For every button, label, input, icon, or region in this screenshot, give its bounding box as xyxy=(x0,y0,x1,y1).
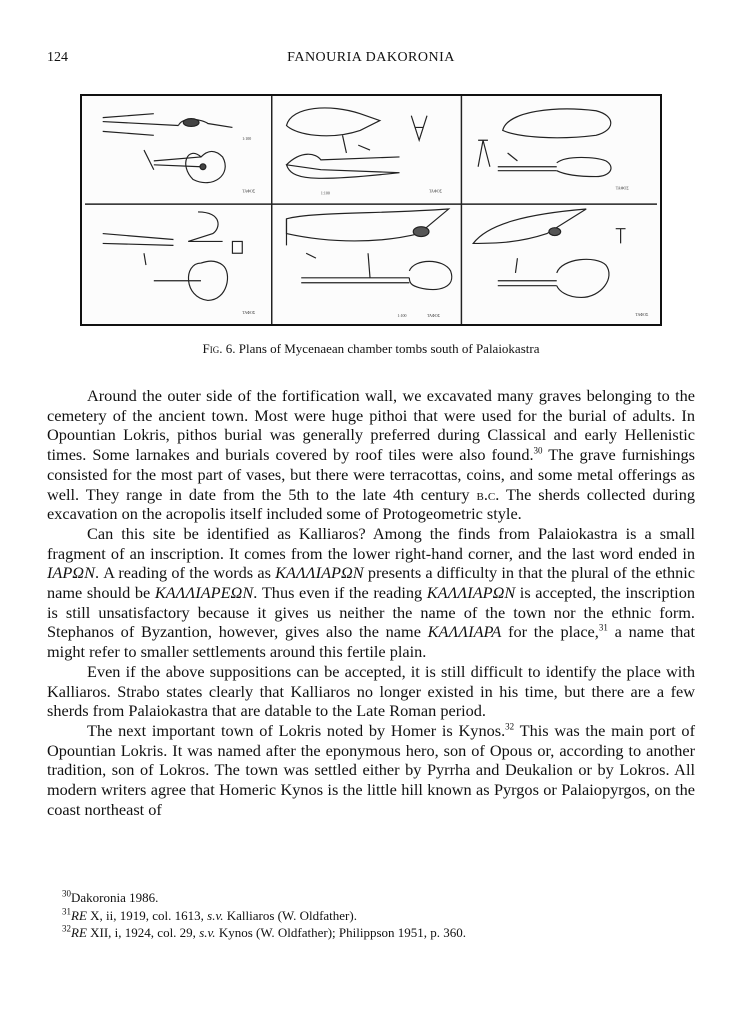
footnote-ref-32[interactable]: 32 xyxy=(505,721,515,732)
p4b-text: This was the main port of Opountian Lokris. It was named after the eponymous hero, son of Opous or, according to another tradition, son of Lokros. The town was settled either by Pyrrha and Deukalion or by Lokros. All modern writers agree that Homeric Kynos is the little hill known as Pyrgos or Palaiopyrgos, on the coast northeast of xyxy=(47,720,695,819)
footnote-number: 32 xyxy=(62,923,71,934)
tomb-plan-6 xyxy=(473,209,649,317)
footnote-text: Kynos (W. Oldfather); Philippson 1951, p. 360. xyxy=(215,925,467,940)
svg-text:1:100: 1:100 xyxy=(397,313,407,319)
svg-text:TAΦΟΣ: TAΦΟΣ xyxy=(428,188,442,194)
svg-text:1:100: 1:100 xyxy=(320,190,330,196)
svg-text:1:100: 1:100 xyxy=(242,136,252,142)
footnote-30 xyxy=(47,889,695,907)
paragraph-1 xyxy=(47,386,695,524)
svg-text:TAΦΟΣ: TAΦΟΣ xyxy=(615,185,629,191)
p1-text: Around the outer side of the fortification wall, we excavated many graves belonging to the cemetery of the ancient town. Most were huge pithoi that were used for the burial of adults. In Opountian Lokris, pithos burial was generally preferred during Classical and early Hellenistic times. Some larnakes and burials covered by roof tiles were also found. xyxy=(47,386,695,465)
p2g-text: a name that might refer to smaller settlements around this fertile plain. xyxy=(47,622,695,662)
footnote-ref-31[interactable]: 31 xyxy=(598,623,608,634)
p1c-text: The sherds collected during excavation on the acropolis itself included some of Protogeometric style. xyxy=(47,484,695,524)
p4a-text: The next important town of Lokris noted by Homer is Kynos. xyxy=(87,720,506,740)
running-title: FANOURIA DAKORONIA xyxy=(287,50,455,65)
footnote-re: RE xyxy=(71,907,87,923)
tomb-plan-4 xyxy=(103,212,256,315)
tomb-plans-drawing xyxy=(82,96,660,324)
greek-word-4: ΚΑΛΛΙΑΡΩΝ xyxy=(426,583,516,603)
footnote-32 xyxy=(47,924,695,942)
paragraph-2 xyxy=(47,524,695,662)
tomb-plan-3 xyxy=(478,109,629,190)
footnote-text: X, ii, 1919, col. 1613, xyxy=(86,907,208,923)
footnote-sv: s.v. xyxy=(199,925,216,940)
footnote-text: Dakoronia 1986. xyxy=(71,890,159,905)
body-text xyxy=(47,386,695,819)
footnote-number: 30 xyxy=(62,888,71,899)
p2b-text: . A reading of the words as xyxy=(94,563,276,583)
footnote-number: 31 xyxy=(62,906,71,917)
svg-text:TAΦΟΣ: TAΦΟΣ xyxy=(427,313,440,319)
greek-word-5: ΚΑΛΛΙΑΡΑ xyxy=(427,622,502,642)
footnote-text: Kalliaros (W. Oldfather). xyxy=(223,907,357,923)
svg-text:TAΦΟΣ: TAΦΟΣ xyxy=(242,310,256,316)
figure-caption xyxy=(47,341,695,357)
footnote-31 xyxy=(47,907,695,925)
tomb-plan-5 xyxy=(286,209,451,318)
p1b-text: The grave furnishings consisted for the most part of vases, but there were terracottas, coins, and some metal offerings as well. They range in date from the 5th to the late 4th century xyxy=(47,445,695,504)
tomb-plan-1 xyxy=(103,114,256,194)
caption-text: Plans of Mycenaean chamber tombs south of Palaiokastra xyxy=(238,341,540,356)
page-header xyxy=(47,50,695,70)
tomb-plans-figure xyxy=(80,94,662,326)
bc-abbrev: b.c. xyxy=(476,484,500,504)
footnote-re: RE xyxy=(71,925,87,940)
p2f-text: for the place, xyxy=(501,622,599,642)
footnote-ref-30[interactable]: 30 xyxy=(533,445,543,456)
footnote-sv: s.v. xyxy=(207,907,224,923)
p2a-text: Can this site be identified as Kalliaros? Among the finds from Palaiokastra is a small fragment of an inscription. It comes from the lower right-hand corner, and the last word ended in xyxy=(47,523,695,563)
greek-word-2: ΚΑΛΛΙΑΡΩΝ xyxy=(275,563,364,583)
page-number: 124 xyxy=(47,50,68,65)
paragraph-4 xyxy=(47,721,695,820)
caption-label: Fig. 6. xyxy=(202,341,236,356)
tomb-plan-2 xyxy=(286,108,442,195)
greek-word-3: ΚΑΛΛΙΑΡΕΩΝ xyxy=(154,583,254,603)
footnotes xyxy=(47,889,695,942)
footnote-text: XII, i, 1924, col. 29, xyxy=(86,925,200,940)
svg-text:TAΦΟΣ: TAΦΟΣ xyxy=(635,312,649,318)
p2d-text: . Thus even if the reading xyxy=(253,583,427,603)
p2c-text: presents a difficulty in that the plural of the ethnic name should be xyxy=(47,563,695,603)
paragraph-3: Even if the above suppositions can be accepted, it is still difficult to identify the place with Kalliaros. Strabo states clearly that Kalliaros no longer existed in his time, but there are a few sherds from Palaiokastra that are datable to the Late Roman period. xyxy=(47,661,695,721)
svg-text:TAΦΟΣ: TAΦΟΣ xyxy=(242,188,256,194)
greek-word-1: ΙΑΡΩΝ xyxy=(47,563,95,583)
p2e-text: is accepted, the inscription is still unsatisfactory because it gives us neither the name of the town nor the ethnic form. Stephanos of Byzantion, however, gives also the name xyxy=(47,583,695,642)
